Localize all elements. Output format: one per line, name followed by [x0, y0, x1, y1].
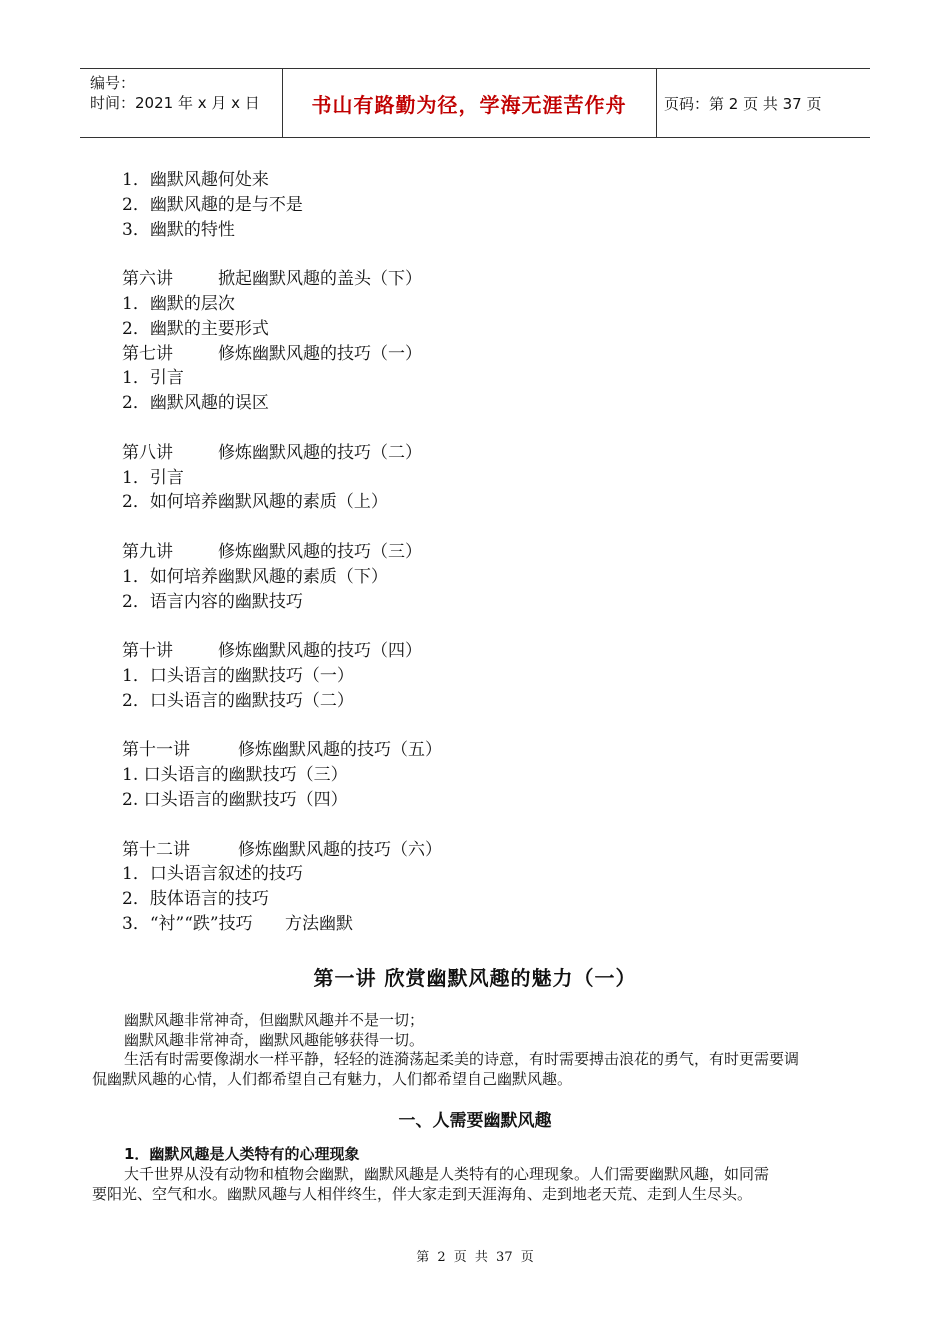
course-outline: [122, 168, 442, 937]
outline-item: 3．幽默的特性: [122, 219, 235, 240]
lecture-heading: [122, 540, 442, 565]
lecture-number: 第九讲: [122, 541, 173, 562]
lecture-heading: [122, 738, 442, 763]
header-number-label: 编号：: [90, 74, 136, 92]
outline-item: 1．引言: [122, 368, 184, 389]
intro-line: 幽默风趣非常神奇，幽默风趣能够获得一切。: [124, 1031, 425, 1049]
outline-item: 3．“衬”“跌”技巧 方法幽默: [122, 913, 354, 934]
outline-item: 1. 口头语言的幽默技巧（三）: [122, 765, 348, 786]
body-paragraph-line: 大千世界从没有动物和植物会幽默，幽默风趣是人类特有的心理现象。人们需要幽默风趣，如同需: [124, 1165, 770, 1183]
outline-item: 2．幽默风趣的误区: [122, 393, 269, 414]
lecture-number: 第十一讲: [122, 740, 190, 761]
intro-paragraph-line: 侃幽默风趣的心情，人们都希望自己有魅力，人们都希望自己幽默风趣。: [92, 1070, 573, 1088]
lecture-heading: [122, 342, 442, 367]
lecture-one-title: 第一讲 欣赏幽默风趣的魅力（一）: [313, 966, 637, 990]
lecture-heading: [122, 441, 442, 466]
outline-item: 2. 口头语言的幽默技巧（四）: [122, 789, 348, 810]
outline-item: 1．口头语言叙述的技巧: [122, 864, 303, 885]
lecture-heading: [122, 267, 442, 292]
subsection-title: 1．幽默风趣是人类特有的心理现象: [124, 1145, 360, 1163]
body-paragraph-line: 要阳光、空气和水。幽默风趣与人相伴终生，伴大家走到天涯海角、走到地老天荒、走到人生尽头。: [92, 1185, 753, 1203]
outline-item: 1．如何培养幽默风趣的素质（下）: [122, 566, 388, 587]
section-title: 一、人需要幽默风趣: [398, 1111, 552, 1131]
header-page-info: 页码：第 2 页 共 37 页: [664, 94, 822, 113]
intro-paragraph-line: 生活有时需要像湖水一样平静，轻轻的涟漪荡起柔美的诗意，有时需要搏击浪花的勇气，有时更需要调: [124, 1050, 800, 1068]
lecture-number: 第十讲: [122, 641, 173, 662]
outline-item: 1．口头语言的幽默技巧（一）: [122, 665, 354, 686]
outline-item: 2．肢体语言的技巧: [122, 889, 269, 910]
header-motto: 书山有路勤为径，学海无涯苦作舟: [311, 92, 627, 117]
lecture-title: 修炼幽默风趣的技巧（六）: [238, 839, 442, 860]
outline-item: 2．幽默风趣的是与不是: [122, 194, 303, 215]
outline-item: 1．幽默风趣何处来: [122, 170, 269, 190]
header-divider: [656, 69, 657, 137]
lecture-number: 第七讲: [122, 343, 173, 364]
header-time-label: 时间：2021 年 x 月 x 日: [90, 94, 260, 112]
outline-item: 1．幽默的层次: [122, 293, 235, 314]
lecture-title: 修炼幽默风趣的技巧（二）: [218, 442, 422, 463]
lecture-number: 第八讲: [122, 442, 173, 463]
lecture-title: 修炼幽默风趣的技巧（三）: [218, 541, 422, 562]
intro-line: 幽默风趣非常神奇，但幽默风趣并不是一切；: [124, 1011, 425, 1029]
outline-item: 2．口头语言的幽默技巧（二）: [122, 690, 354, 711]
lecture-heading: [122, 838, 442, 863]
outline-item: 2．幽默的主要形式: [122, 318, 269, 339]
document-header: [80, 68, 870, 138]
lecture-heading: [122, 639, 442, 664]
outline-item: 2．如何培养幽默风趣的素质（上）: [122, 492, 388, 513]
lecture-title: 修炼幽默风趣的技巧（四）: [218, 641, 422, 662]
lecture-number: 第十二讲: [122, 839, 190, 860]
outline-item: 1．引言: [122, 467, 184, 488]
lecture-number: 第六讲: [122, 269, 173, 290]
lecture-title: 掀起幽默风趣的盖头（下）: [218, 269, 422, 290]
page-footer: 第 2 页 共 37 页: [416, 1250, 534, 1265]
outline-item: 2．语言内容的幽默技巧: [122, 591, 303, 612]
header-meta: [90, 73, 260, 113]
lecture-title: 修炼幽默风趣的技巧（五）: [238, 740, 442, 761]
lecture-title: 修炼幽默风趣的技巧（一）: [218, 343, 422, 364]
